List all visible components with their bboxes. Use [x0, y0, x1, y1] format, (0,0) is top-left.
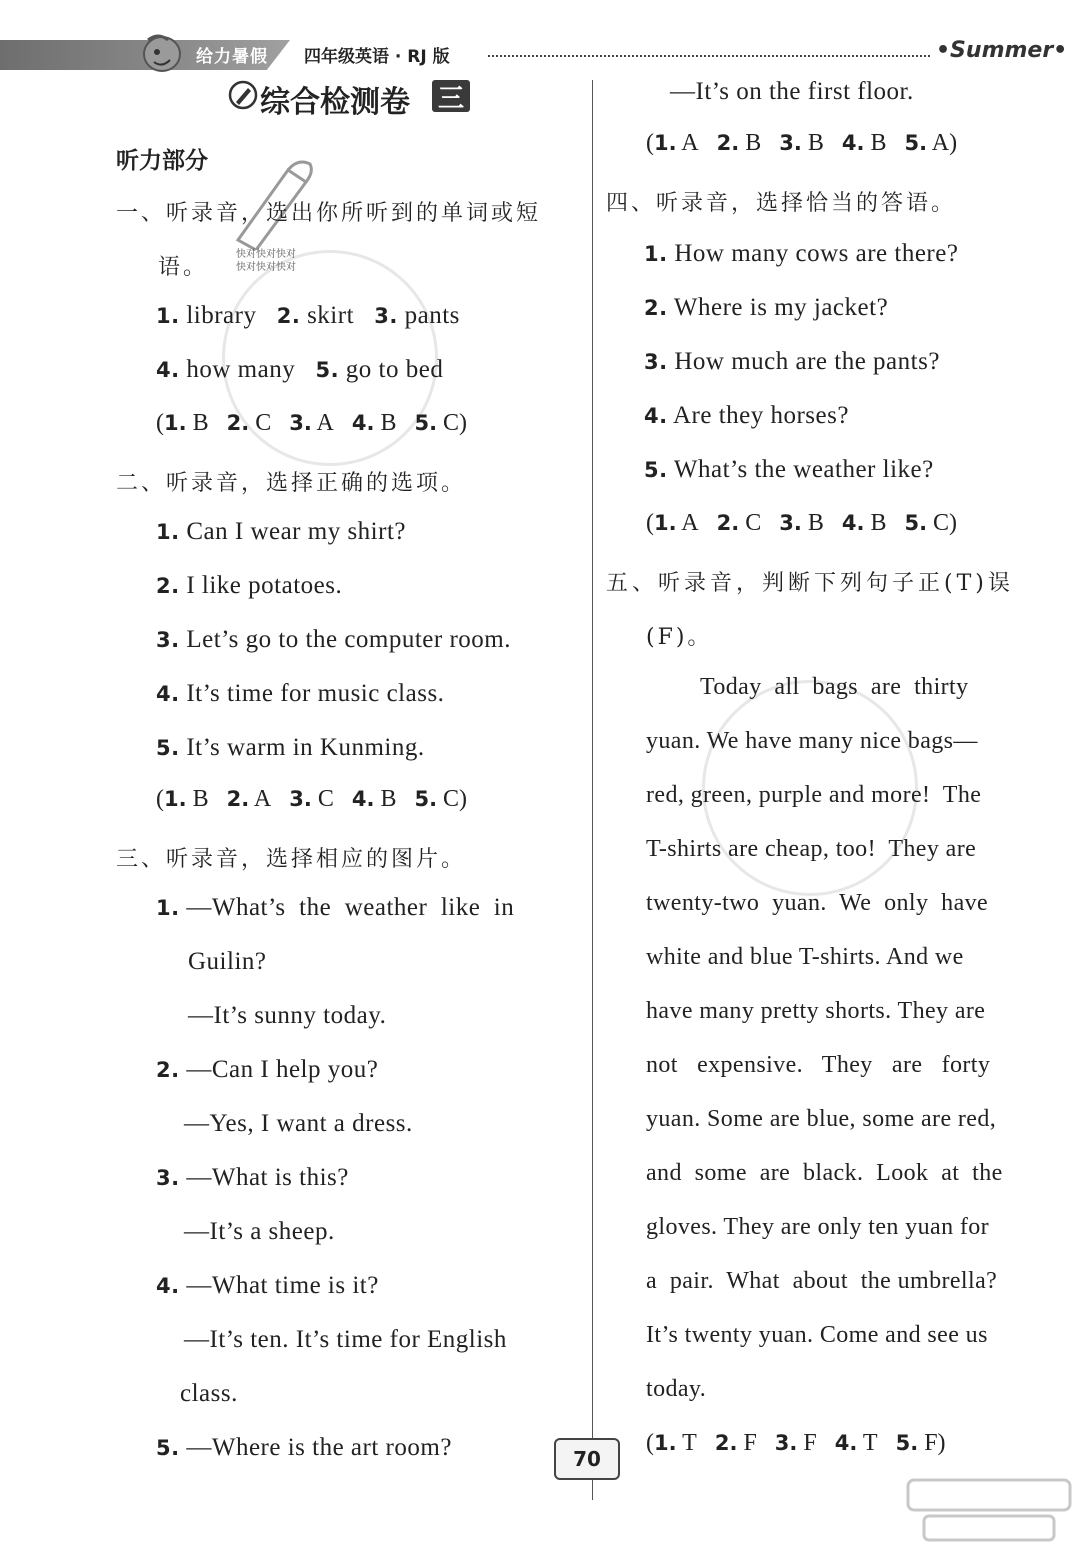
s3-dialog-question: 1. —What’s the weather like in [156, 894, 515, 921]
passage-line: have many pretty shorts. They are [646, 998, 986, 1024]
passage-line: red, green, purple and more! The [646, 782, 982, 808]
s1-words-row-1: 1. library 2. skirt 3. pants [156, 302, 460, 329]
s1-words-row-2: 4. how many 5. go to bed [156, 356, 444, 383]
s4-item: 3. How much are the pants? [644, 348, 940, 375]
passage-line: and some are black. Look at the [646, 1160, 1003, 1186]
column-divider [592, 80, 593, 1500]
corner-watermark-logo [904, 1476, 1074, 1546]
passage-line: yuan. Some are blue, some are red, [646, 1106, 997, 1132]
s3-dialog-answer: —It’s on the first floor. [670, 78, 914, 105]
s3-dialog-answer: —Yes, I want a dress. [184, 1110, 413, 1137]
s4-answer-key: (1. A 2. C 3. B 4. B 5. C) [646, 510, 958, 536]
s3-dialog-question: 3. —What is this? [156, 1164, 349, 1191]
title-number-badge: 三 [432, 80, 470, 112]
s2-answer-key: (1. B 2. A 3. C 4. B 5. C) [156, 786, 468, 812]
passage-line: not expensive. They are forty [646, 1052, 991, 1078]
book-title: 四年级英语 · RJ 版 [304, 47, 450, 67]
s3-dialog-answer: —It’s ten. It’s time for English [184, 1326, 507, 1353]
s2-item: 1. Can I wear my shirt? [156, 518, 406, 545]
s4-item: 2. Where is my jacket? [644, 294, 889, 321]
s4-item: 1. How many cows are there? [644, 240, 959, 267]
s2-item: 3. Let’s go to the computer room. [156, 626, 511, 653]
s4-item: 4. Are they horses? [644, 402, 849, 429]
s3-dialog-question: 5. —Where is the art room? [156, 1434, 452, 1461]
s2-heading: 二、听录音，选择正确的选项。 [116, 471, 467, 496]
passage-line: today. [646, 1376, 707, 1402]
s1-heading: 一、听录音，选出你所听到的单词或短 [116, 201, 542, 226]
page-title: 综合检测卷 [260, 85, 410, 120]
season-label: •Summer• [936, 38, 1068, 63]
s3-dialog-answer-cont: class. [180, 1380, 238, 1407]
s3-dialog-question-cont: Guilin? [188, 948, 267, 975]
passage-line: gloves. They are only ten yuan for [646, 1214, 990, 1240]
s3-heading: 三、听录音，选择相应的图片。 [116, 847, 467, 872]
s3-answer-key: (1. A 2. B 3. B 4. B 5. A) [646, 130, 958, 156]
page-number: 70 [554, 1438, 620, 1480]
s1-heading-cont: 语。 [158, 255, 209, 280]
s5-answer-key: (1. T 2. F 3. F 4. T 5. F) [646, 1430, 946, 1456]
pencil-icon [228, 80, 258, 110]
s4-item: 5. What’s the weather like? [644, 456, 934, 483]
header-divider [488, 55, 930, 57]
s2-item: 4. It’s time for music class. [156, 680, 445, 707]
s1-answer-key: (1. B 2. C 3. A 4. B 5. C) [156, 410, 468, 436]
s3-dialog-answer: —It’s sunny today. [188, 1002, 387, 1029]
brand-label: 给力暑假 [196, 47, 268, 67]
passage-line: T-shirts are cheap, too! They are [646, 836, 977, 862]
passage-line: yuan. We have many nice bags— [646, 728, 978, 754]
s3-dialog-question: 2. —Can I help you? [156, 1056, 379, 1083]
s5-heading-cont: (F)。 [646, 625, 713, 650]
watermark-text: 快对快对快对 快对快对快对 [236, 249, 296, 273]
passage-line: twenty-two yuan. We only have [646, 890, 989, 916]
brand-mascot-icon [138, 30, 186, 74]
s2-item: 5. It’s warm in Kunming. [156, 734, 425, 761]
passage-line: Today all bags are thirty [700, 674, 969, 700]
s3-dialog-answer: —It’s a sheep. [184, 1218, 335, 1245]
passage-line: white and blue T-shirts. And we [646, 944, 964, 970]
passage-line: It’s twenty yuan. Come and see us [646, 1322, 988, 1348]
s2-item: 2. I like potatoes. [156, 572, 343, 599]
part-heading: 听力部分 [116, 148, 208, 174]
s3-dialog-question: 4. —What time is it? [156, 1272, 379, 1299]
s5-heading: 五、听录音，判断下列句子正(T)误 [606, 571, 1014, 596]
passage-line: a pair. What about the umbrella? [646, 1268, 998, 1294]
s4-heading: 四、听录音，选择恰当的答语。 [606, 191, 957, 216]
